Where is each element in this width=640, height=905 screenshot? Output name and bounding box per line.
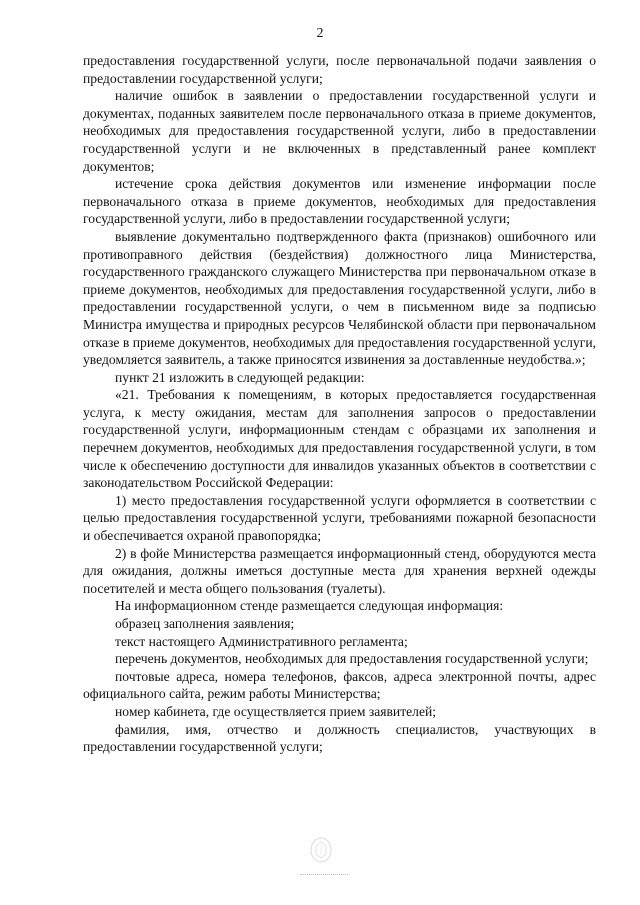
paragraph: истечение срока действия документов или изменение информации после первоначального отказа в приеме документов, необходимых для предоставления государственной услуги, либо в предоставлении государственной услуги; — [83, 176, 596, 227]
paragraph: образец заполнения заявления; — [115, 616, 295, 631]
faint-seal-mark — [308, 836, 334, 864]
paragraph: почтовые адреса, номера телефонов, факсов, адреса электронной почты, адрес официального сайта, режим работы Министерства; — [83, 668, 596, 702]
paragraph: пункт 21 изложить в следующей редакции: — [115, 369, 365, 385]
page-number: 2 — [316, 26, 324, 41]
paragraph: номер кабинета, где осуществляется прием заявителей; — [115, 703, 437, 719]
paragraph: «21. Требования к помещениям, в которых предоставляется государственная услуга, к месту ожидания, местам для заполнения запросов о предоставлении государственной услуги, информационным стендам с образцами их заполнения и перечнем документов, необходимых для предоставления государственной услуги, в том числе к обеспечению доступности для инвалидов указанных объектов в соответствии с законодательством Российской Федерации: — [83, 387, 596, 491]
paragraph: 1) место предоставления государственной услуги оформляется в соответствии с целью предоставления государственной услуги, требованиями пожарной безопасности и обеспечивается охраной правопорядка; — [83, 492, 596, 544]
footer-dots — [300, 874, 348, 879]
paragraph: текст настоящего Административного регламента; — [115, 633, 408, 649]
paragraph: перечень документов, необходимых для предоставления государственной услуги; — [115, 651, 589, 667]
paragraph: 2) в фойе Министерства размещается информационный стенд, оборудуются места для ожидания, должны иметься доступные места для хранения верхней одежды посетителей и места общего пользования (туалеты). — [83, 545, 596, 596]
document-body — [83, 52, 596, 756]
paragraph: наличие ошибок в заявлении о предоставлении государственной услуги и документах, поданных заявителем после первоначального отказа в приеме документов, необходимых для предоставления государственной услуги, либо в предоставлении государственной услуги и не включенных в представленный ранее комплект документов; — [83, 88, 596, 174]
paragraph: выявление документально подтвержденного факта (признаков) ошибочного или противоправного действия (бездействия) должностного лица Министерства, государственного гражданского служащего Министерства при первоначальном отказе в приеме документов, необходимых для предоставления государственной услуги, либо в предоставлении государственной услуги, о чем в письменном виде за подписью Министра имущества и природных ресурсов Челябинской области при первоначальном отказе в приеме документов, необходимых для предоставления государственной услуги, уведомляется заявитель, а также приносятся извинения за доставленные неудобства.»; — [83, 228, 596, 368]
paragraph: предоставления государственной услуги, после первоначальной подачи заявления о предоставлении государственной услуги; — [83, 53, 596, 86]
paragraph: фамилия, имя, отчество и должность специалистов, участвующих в предоставлении государственной услуги; — [83, 721, 596, 755]
paragraph: На информационном стенде размещается следующая информация: — [115, 598, 504, 614]
